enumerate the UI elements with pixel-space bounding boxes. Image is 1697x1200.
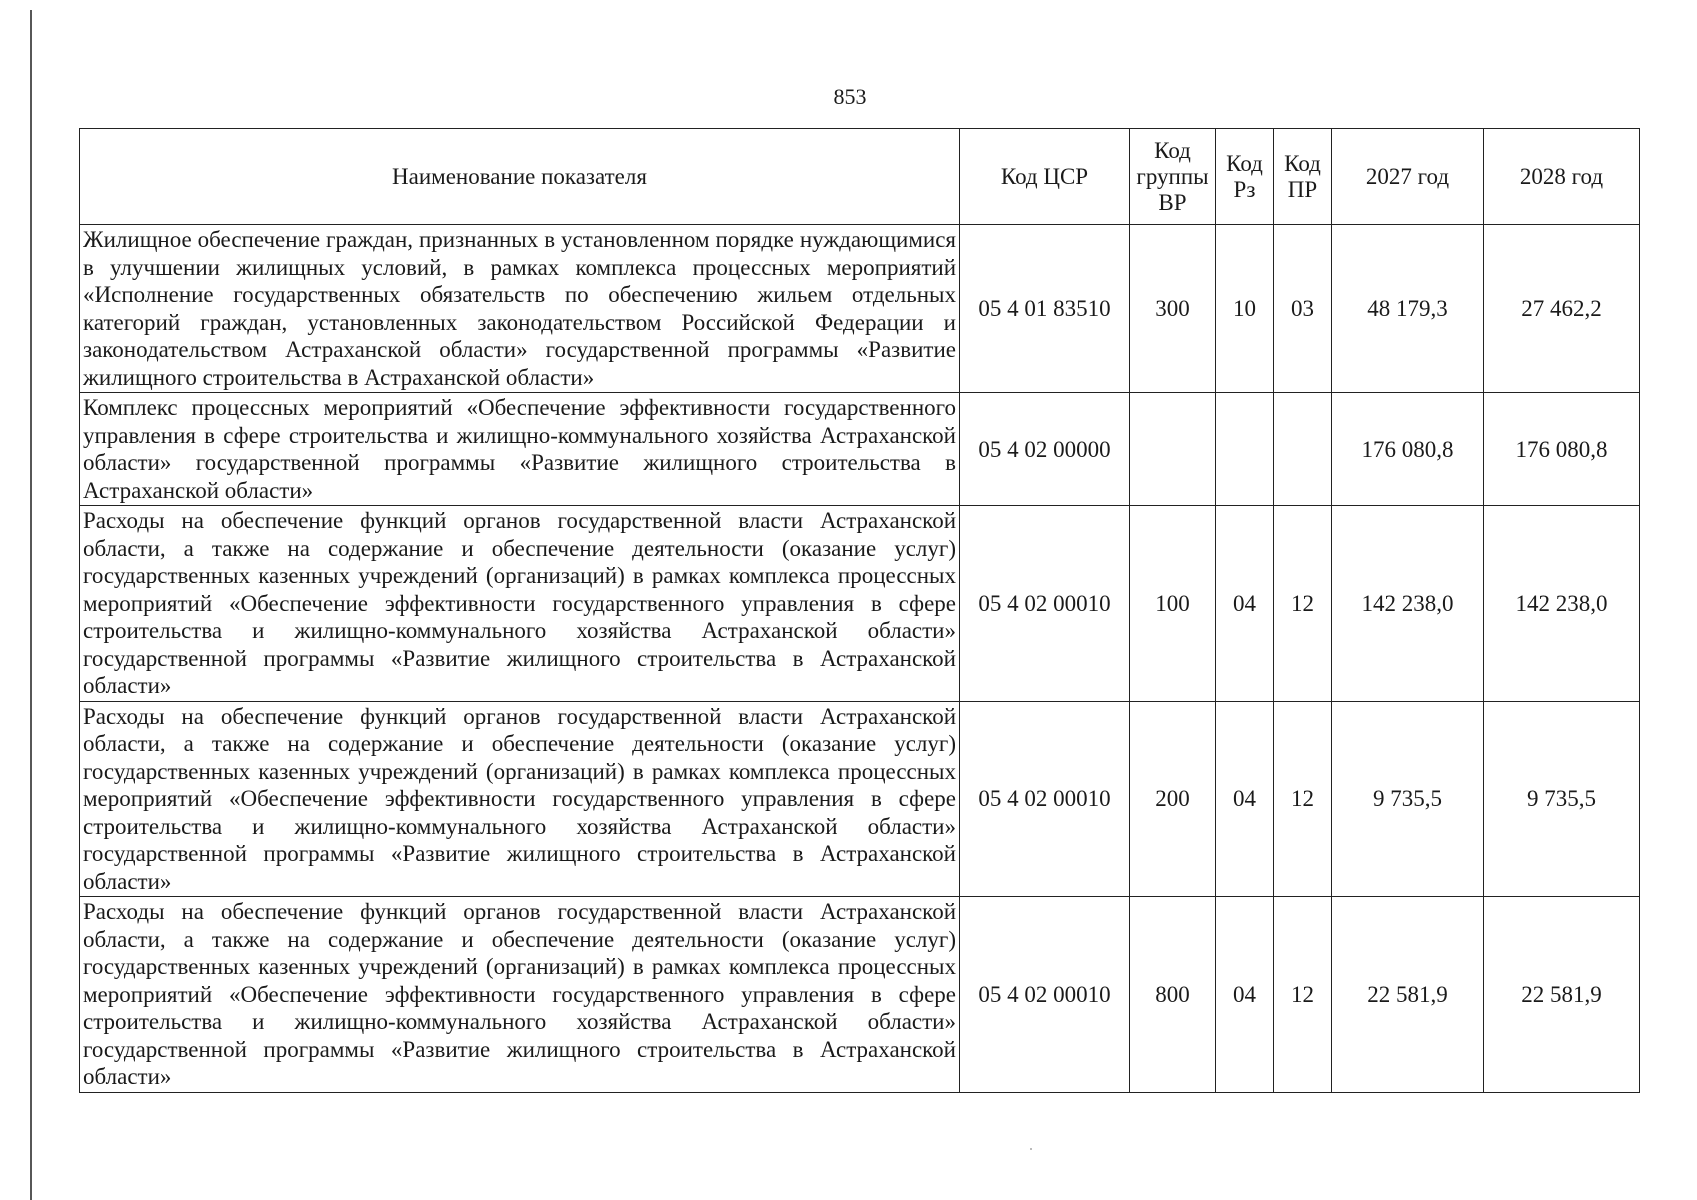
header-csr: Код ЦСР xyxy=(960,129,1130,225)
row-rz: 10 xyxy=(1216,225,1274,393)
row-amount-2028: 176 080,8 xyxy=(1484,393,1640,506)
header-name: Наименование показателя xyxy=(80,129,960,225)
row-amount-2028: 9 735,5 xyxy=(1484,701,1640,897)
row-pr: 12 xyxy=(1274,701,1332,897)
header-pr: Код ПР xyxy=(1274,129,1332,225)
row-name: Комплекс процессных мероприятий «Обеспечение эффективности государственного управления в сфере строительства и жилищно-коммунального хозяйства Астраханской области» государственной программы «Развитие жилищного строительства в Астраханской области» xyxy=(80,393,960,506)
row-pr: 12 xyxy=(1274,897,1332,1093)
header-year-2027: 2027 год xyxy=(1332,129,1484,225)
row-csr: 05 4 01 83510 xyxy=(960,225,1130,393)
row-amount-2028: 27 462,2 xyxy=(1484,225,1640,393)
row-csr: 05 4 02 00010 xyxy=(960,701,1130,897)
row-name: Расходы на обеспечение функций органов государственной власти Астраханской области, а также на содержание и обеспечение деятельности (оказание услуг) государственных казенных учреждений (организаций) в рамках комплекса процессных мероприятий «Обеспечение эффективности государственного управления в сфере строительства и жилищно-коммунального хозяйства Астраханской области» государственной программы «Развитие жилищного строительства в Астраханской области» xyxy=(80,897,960,1093)
row-rz xyxy=(1216,393,1274,506)
header-rz: Код Рз xyxy=(1216,129,1274,225)
row-pr: 03 xyxy=(1274,225,1332,393)
budget-table xyxy=(79,128,1640,1093)
row-name: Расходы на обеспечение функций органов государственной власти Астраханской области, а также на содержание и обеспечение деятельности (оказание услуг) государственных казенных учреждений (организаций) в рамках комплекса процессных мероприятий «Обеспечение эффективности государственного управления в сфере строительства и жилищно-коммунального хозяйства Астраханской области» государственной программы «Развитие жилищного строительства в Астраханской области» xyxy=(80,701,960,897)
header-row xyxy=(80,129,1640,225)
row-rz: 04 xyxy=(1216,506,1274,702)
row-vr xyxy=(1130,393,1216,506)
row-amount-2028: 22 581,9 xyxy=(1484,897,1640,1093)
row-name: Жилищное обеспечение граждан, признанных в установленном порядке нуждающимися в улучшении жилищных условий, в рамках комплекса процессных мероприятий «Исполнение государственных обязательств по обеспечению жильем отдельных категорий граждан, установленных законодательством Российской Федерации и законодательством Астраханской области» государственной программы «Развитие жилищного строительства в Астраханской области» xyxy=(80,225,960,393)
table-row xyxy=(80,225,1640,393)
header-vr: Код группы ВР xyxy=(1130,129,1216,225)
row-amount-2027: 9 735,5 xyxy=(1332,701,1484,897)
row-vr: 800 xyxy=(1130,897,1216,1093)
row-vr: 300 xyxy=(1130,225,1216,393)
row-amount-2027: 176 080,8 xyxy=(1332,393,1484,506)
table-body xyxy=(80,225,1640,1093)
row-pr: 12 xyxy=(1274,506,1332,702)
row-rz: 04 xyxy=(1216,897,1274,1093)
row-amount-2027: 48 179,3 xyxy=(1332,225,1484,393)
table-row xyxy=(80,897,1640,1093)
row-csr: 05 4 02 00000 xyxy=(960,393,1130,506)
row-vr: 100 xyxy=(1130,506,1216,702)
row-amount-2027: 142 238,0 xyxy=(1332,506,1484,702)
scan-edge-line xyxy=(30,10,32,1200)
table-header xyxy=(80,129,1640,225)
table-row xyxy=(80,701,1640,897)
row-vr: 200 xyxy=(1130,701,1216,897)
page-number: 853 xyxy=(833,84,867,109)
row-csr: 05 4 02 00010 xyxy=(960,897,1130,1093)
row-amount-2027: 22 581,9 xyxy=(1332,897,1484,1093)
row-pr xyxy=(1274,393,1332,506)
row-csr: 05 4 02 00010 xyxy=(960,506,1130,702)
row-amount-2028: 142 238,0 xyxy=(1484,506,1640,702)
header-year-2028: 2028 год xyxy=(1484,129,1640,225)
scan-speck xyxy=(1030,1148,1032,1150)
row-rz: 04 xyxy=(1216,701,1274,897)
table-row xyxy=(80,506,1640,702)
row-name: Расходы на обеспечение функций органов государственной власти Астраханской области, а также на содержание и обеспечение деятельности (оказание услуг) государственных казенных учреждений (организаций) в рамках комплекса процессных мероприятий «Обеспечение эффективности государственного управления в сфере строительства и жилищно-коммунального хозяйства Астраханской области» государственной программы «Развитие жилищного строительства в Астраханской области» xyxy=(80,506,960,702)
table-row xyxy=(80,393,1640,506)
